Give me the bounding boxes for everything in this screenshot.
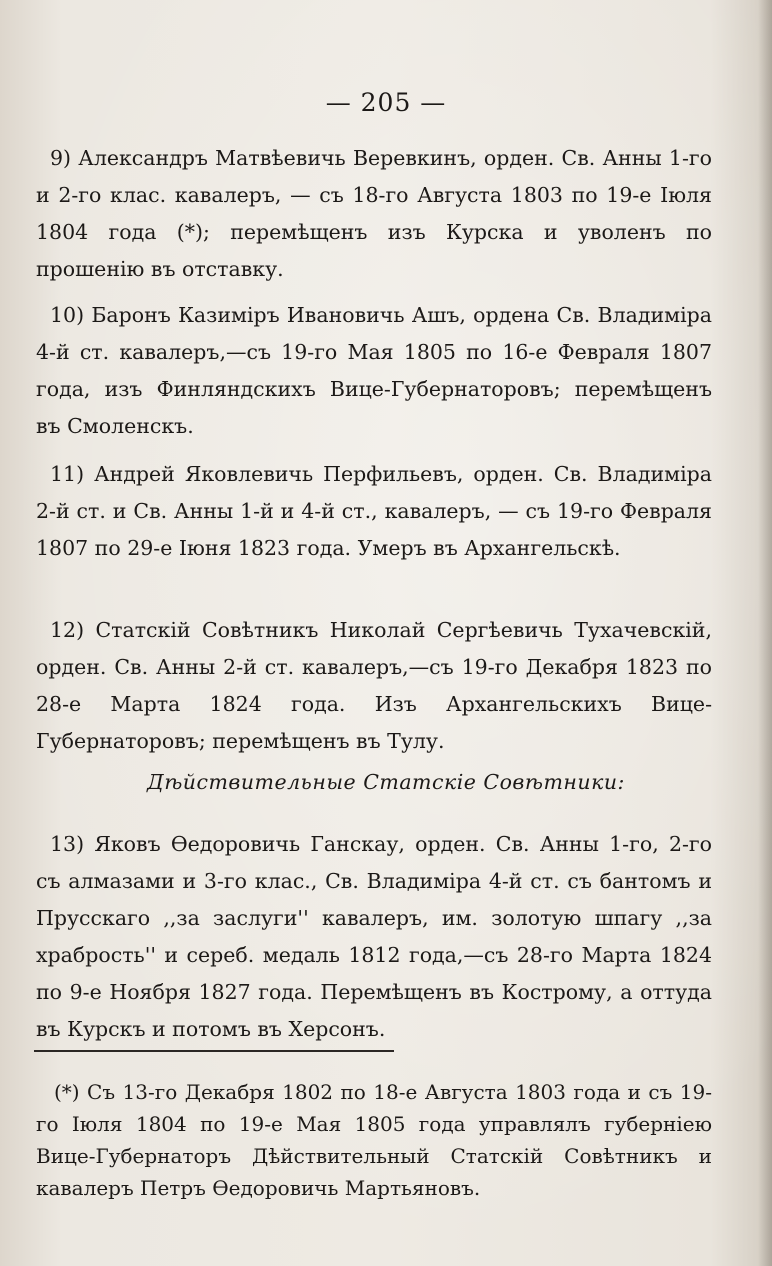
page-edge-shadow [758,0,772,1266]
footnote: (*) Съ 13-го Декабря 1802 по 18-е Августа 1803 года и съ 19-го Іюля 1804 по 19-е Мая 1805 года управлялъ губерніею Вице-Губернаторъ Дѣйствительный Статскій Совѣтникъ и кавалеръ Петръ Ѳедоровичь Мартьяновъ. [36,1080,712,1200]
entry-paragraph-12: 12) Статскій Совѣтникъ Николай Сергѣевичь Тухачевскій, орден. Св. Анны 2-й ст. кавалеръ,—съ 19-го Декабря 1823 по 28-е Марта 1824 года. Изъ Архангельскихъ Вице-Губернаторовъ; перемѣщенъ въ Тулу. [36,618,712,753]
entry-paragraph-11: 11) Андрей Яковлевичь Перфильевъ, орден. Св. Владиміра 2-й ст. и Св. Анны 1-й и 4-й ст., кавалеръ, — съ 19-го Февраля 1807 по 29-е Іюня 1823 года. Умеръ въ Архангельскѣ. [36,462,712,560]
entry-paragraph-9: 9) Александръ Матвѣевичь Веревкинъ, орден. Св. Анны 1-го и 2-го клас. кавалеръ, — съ 18-го Августа 1803 по 19-е Іюля 1804 года (*); перемѣщенъ изъ Курска и уволенъ по прошенію въ отставку. [36,146,712,281]
section-heading: Дѣйствительные Статскіе Совѣтники: [147,770,625,794]
entry-paragraph-10: 10) Баронъ Казиміръ Ивановичь Ашъ, ордена Св. Владиміра 4-й ст. кавалеръ,—съ 19-го Мая 1805 по 16-е Февраля 1807 года, изъ Финляндскихъ Вице-Губернаторовъ; перемѣщенъ въ Смоленскъ. [36,303,712,438]
entry-paragraph-13: 13) Яковъ Ѳедоровичь Ганскау, орден. Св. Анны 1-го, 2-го съ алмазами и 3-го клас., Св. Владиміра 4-й ст. съ бантомъ и Прусскаго ,,за заслуги'' кавалеръ, им. золотую шпагу ,,за храбрость'' и сереб. медаль 1812 года,—съ 28-го Марта 1824 по 9-е Ноября 1827 года. Перемѣщенъ въ Кострому, а оттуда въ Курскъ и потомъ въ Херсонъ. [36,832,712,1041]
page-number: — 205 — [325,88,447,117]
footnote-divider [34,1050,394,1052]
